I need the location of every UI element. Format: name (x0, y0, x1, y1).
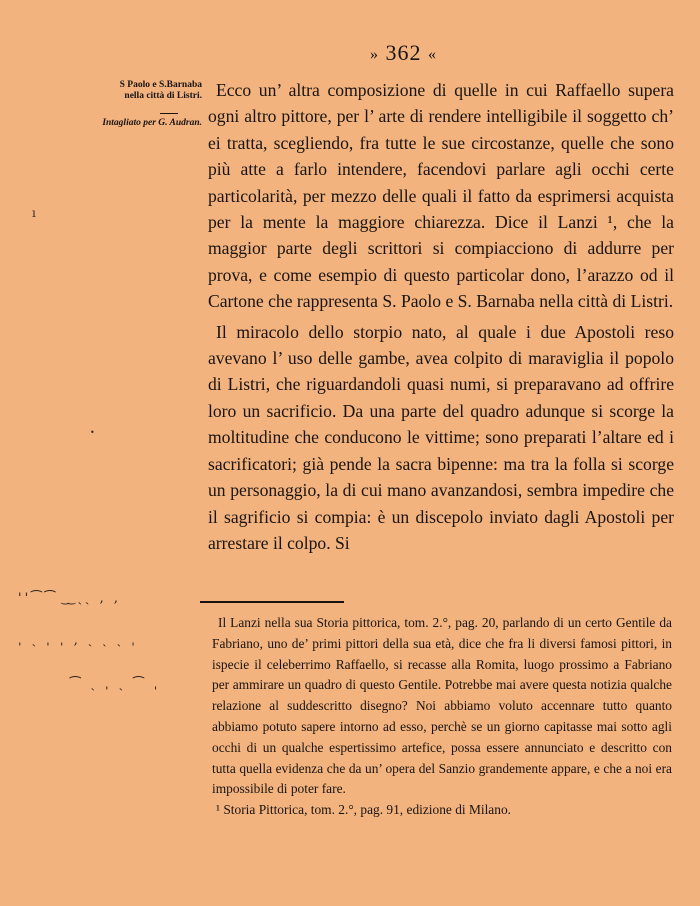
margin-speck: ı (32, 206, 36, 220)
sidenote-engraver: Intagliato per G. Audran. (102, 118, 202, 128)
sidenote-subject: S Paolo e S.Barnaba nella città di Listri. (119, 80, 202, 101)
footnote-main: Il Lanzi nella sua Storia pittorica, tom. 2.°, pag. 20, parlando di un certo Gentile da Fabriano, uno de’ primi pittori della sua età, dice che fra li diversi famosi pittori, in ispecie il celeberrimo Raffaello, si recasse alla Romita, luogo prossimo a Fabriano per ammirare un quadro di questo Gentile. Potrebbe mai avere questa notizia qualche relazione al suddescritto disegno? Noi abbiamo voluto accennare tutto quanto abbiamo potuto sapere intorno ad esso, perchè se un giorno capitasse mai sotto agli occhi di un qualche espertissimo artefice, possa essere annunciato e descritto con tutta quella evidenza che da un’ opera del Sanzio grandemente appare, e che a noi era impossibile di poter fare. (212, 615, 672, 797)
bleed-through-mark: ˌ ˎ ˌ ˌ ‚ ˎ ˎ ˎ ˌ (18, 633, 138, 648)
ornament-left: » (370, 45, 379, 63)
main-text (208, 77, 674, 556)
paragraph-2: Il miracolo dello storpio nato, al quale i due Apostoli reso avevano l’ uso delle gambe, avea colpito di maraviglia il popolo di Listri, che riguardandoli quasi numi, si preparavano ad offrire loro un sacrificio. Da una parte del quadro adunque si scorge la moltitudine che conducono le vittime; sono preparati l’altare ed i sacrificatori; già pende la sacra bipenne: ma tra la folla si scorge un personaggio, la di cui mano avanzandosi, sembra impedire che il sagrificio si compia: è un discepolo inviato dagli Apostoli per arrestare il colpo. Si (208, 321, 674, 553)
footnote-1: ¹ Storia Pittorica, tom. 2.°, pag. 91, edizione di Milano. (216, 802, 511, 818)
sidenote-divider (160, 113, 178, 114)
margin-speck: • (90, 428, 95, 437)
paragraph-1: Ecco un’ altra composizione di quelle in cui Raffaello supera ogni altro pittore, per l’ arte di rendere intelligibile il soggetto ch’ ei tratta, scegliendo, fra tutte le sue circostanze, quelle che sono più atte a farlo intendere, facendovi parlare agli occhi certe particolarità, per mezzo delle quali il fatto da esprimersi acquista per la mente la maggiore chiarezza. Dice il Lanzi ¹, che la maggior parte degli scrittori si compiacciono di addurre per prova, e come esempio di questo particolar dono, l’arazzo od il Cartone che rappresenta S. Paolo e S. Barnaba nella città di Listri. (208, 80, 674, 312)
page-number-header (370, 40, 437, 66)
bleed-through-mark: ⁀ ˎ ˌ ˎ ⁀ ˌ (70, 677, 161, 692)
footnote-rule (200, 601, 344, 603)
page-number: 362 (385, 40, 422, 65)
footnotes (212, 613, 672, 821)
bleed-through-mark: ꞌꞌ⁀⁀ ͜ ͜ ˎˎ ‚ ‚ (18, 591, 121, 606)
ornament-right: « (428, 45, 437, 63)
